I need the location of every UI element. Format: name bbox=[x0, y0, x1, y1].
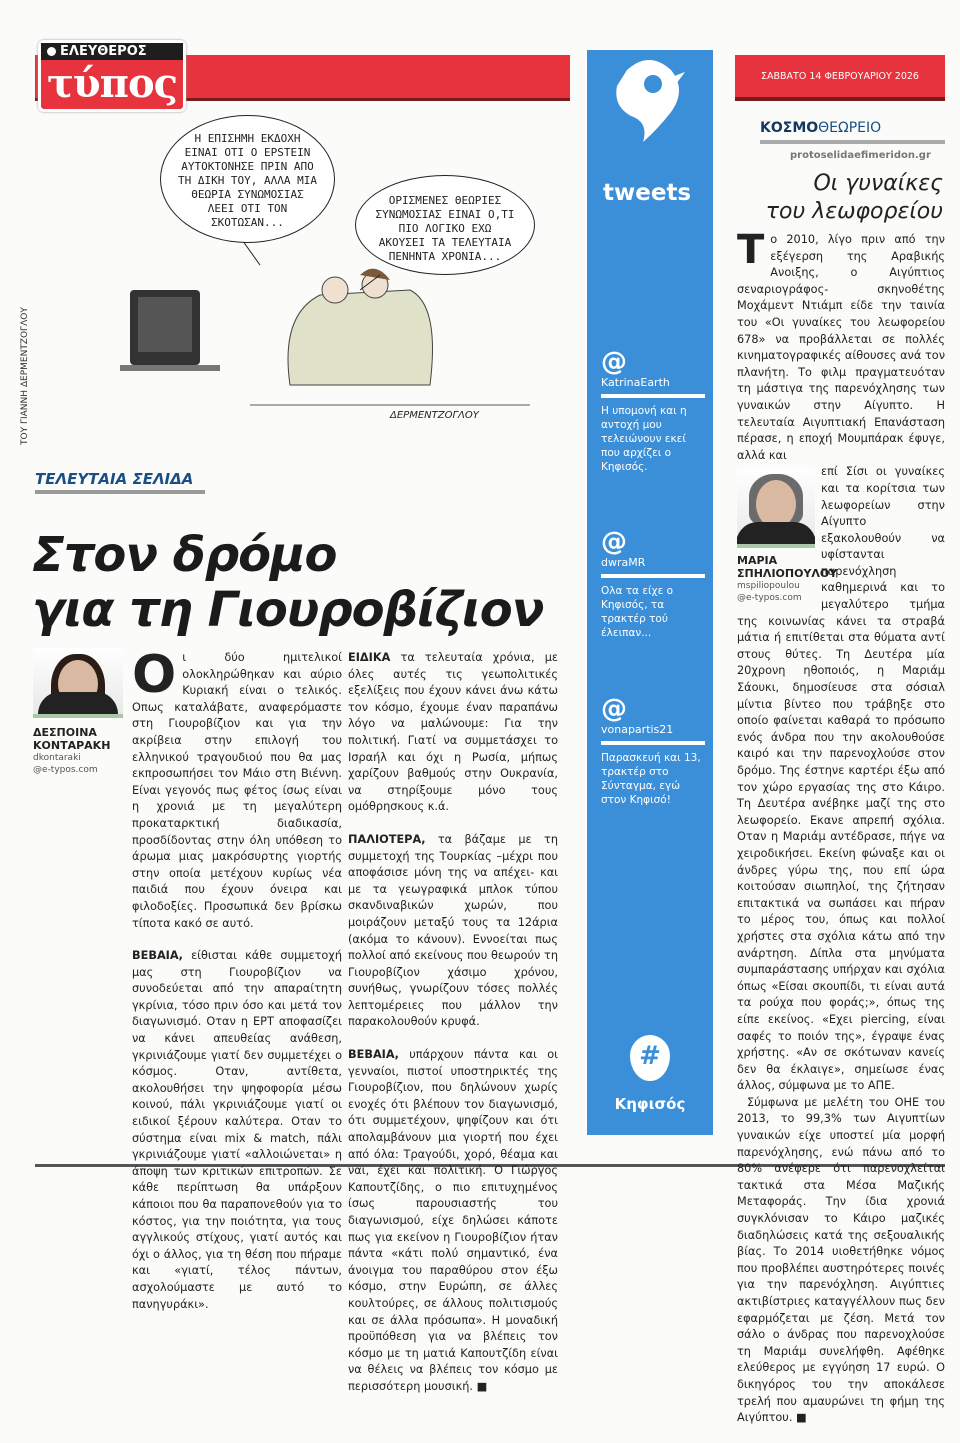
section-bold: ΚΟΣΜΟ bbox=[760, 120, 819, 136]
author-email: mspiliopoulou bbox=[737, 581, 800, 592]
speech-bubble-2: ΟΡΙΣΜΕΝΕΣ ΘΕΩΡΙΕΣ ΣΥΝΩΜΟΣΙΑΣ ΕΙΝΑΙ Ο,ΤΙ ΠΙΟ ΛΟΓΙΚΟ ΕΧΩ ΑΚΟΥΣΕΙ ΤΑ ΤΕΛΕΥΤΑΙΑ ΠΕΝΗΝΤΑ ΧΡΟΝΙΑ... bbox=[355, 175, 535, 275]
column-title bbox=[765, 170, 943, 226]
tweets-sidebar bbox=[587, 50, 713, 1135]
author-email-domain: @e-typos.com bbox=[737, 593, 802, 604]
article-column-1 bbox=[132, 645, 342, 1329]
tweet bbox=[601, 695, 705, 807]
paragraph: επί Σίσι οι γυναίκες και τα κορίτσια των λεωφορείων στην Αίγυπτο εξακολουθούν να υφίστανται παρενόχληση καθημερινά και το μεγαλύτερο τμήμα της κοινωνίας κάνει τα στραβά μάτια ή επιτίθεται στα θύματα αντί στους θύτες. bbox=[737, 465, 945, 661]
author-email: dkontaraki bbox=[33, 753, 81, 763]
column-body bbox=[737, 227, 945, 1443]
paragraph: τα τελευταία χρόνια, με όλες αυτές τις γεωπολιτικές εξελίξεις που έχουν κάνει άνω κάτω τον κόσμο, έχουμε έναν παραπάνω λόγο να μαλώνουμε: Για την πολιτική. Γιατί να συμμετάσχει το Ισραήλ και όχι η Ρωσία, μήπως χαρίζουν βαθμούς στην Ουκρανία, να στηρίξουμε μόνο τους ομόθρησκους κ.ά. bbox=[348, 651, 558, 814]
author-surname: ΣΠΗΛΙΟΠΟΥΛΟΥ bbox=[737, 567, 838, 581]
at-icon: @ bbox=[601, 527, 627, 557]
at-icon: @ bbox=[601, 694, 627, 724]
author-photo bbox=[33, 648, 123, 718]
section-kicker: ΤΕΛΕΥΤΑΙΑ ΣΕΛΙΔΑ bbox=[35, 470, 194, 488]
paragraph: τα βάζαμε με τη συμμετοχή της Τουρκίας –μέχρι που αποφάσισε μόνη της να απέχει- και με τα γεωγραφικά μπλοκ τύπου σκανδιναβικών χωρών, που μοιράζουν μεταξύ τους τα 12άρια (ακόμα το κάνουν). Εννοείται πως πολλοί από εκείνους που θεωρούν τη Γιουροβίζιον χάσιμο χρόνου, συνήθως, γνωρίζουν τόσες πολλές λεπτομέρειες που μάλλον την παρακολουθούν κρυφά. bbox=[348, 832, 558, 1029]
author-name: ΔΕΣΠΟΙΝΑ bbox=[33, 726, 97, 739]
tweet-text: Ολα τα είχε ο Κηφισός, τα τρακτέρ τού έλειπαν... bbox=[601, 585, 674, 639]
author-photo bbox=[737, 468, 815, 548]
drop-cap: Ο bbox=[132, 645, 177, 705]
tweet-text: Η υπομονή και η αντοχή μου τελειώνουν εκεί που αρχίζει ο Κηφισός. bbox=[601, 405, 687, 473]
paragraph: ι δύο ημιτελικοί ολοκληρώθηκαν και αύριο Κυριακή είναι ο τελικός. Οπως καταλάβατε, αναφερόμαστε στη Γιουροβίζιον και για την ακρίβεια στην επιλογή του ελληνικού τραγουδιού που θα μας εκπροσωπήσει τον Μάιο στη Βιέννη. Είναι γεγονός πως φέτος ίσως είναι η χρονιά με τη μεγαλύτερη προκαταρκτική διαδικασία, προσδίδοντας στην όλη υπόθεση το άρωμα μιας μακρόσυρτης γιορτής στην οποία μετέχουν κυρίως νέα παιδιά που έχουν όνειρα και φιλοδοξίες. Προσωπικά δεν βρίσκω τίποτα κακό σε αυτό. bbox=[132, 651, 342, 930]
divider bbox=[601, 741, 705, 745]
hashtag-icon: # bbox=[630, 1035, 670, 1081]
author-surname: ΚΟΝΤΑΡΑΚΗ bbox=[33, 739, 111, 752]
paragraph-lead: ΠΑΛΙΟΤΕΡΑ, bbox=[348, 832, 426, 846]
tweet bbox=[601, 348, 705, 474]
cartoon-signature: ΔΕΡΜΕΝΤΖΟΓΛΟΥ bbox=[390, 410, 479, 421]
tweet-text: Παρασκευή και 13, τρακτέρ στο Σύνταγμα, εγώ στον Κηφισό! bbox=[601, 752, 701, 806]
author-name: ΜΑΡΙΑ bbox=[737, 554, 778, 568]
column-section bbox=[760, 120, 881, 136]
paragraph-lead: ΕΙΔΙΚΑ bbox=[348, 651, 391, 664]
tweet bbox=[601, 528, 705, 640]
bird-icon bbox=[587, 50, 713, 190]
hashtag-label: Κηφισός bbox=[614, 1095, 686, 1113]
drop-cap: Τ bbox=[737, 227, 765, 273]
paragraph: είθισται κάθε συμμετοχή μας στη Γιουροβίζιον να συνοδεύεται από την απαραίτητη γκρίνια, τόσο πριν όσο και μετά τον διαγωνισμό. Οταν η ΕΡΤ αποφασίζει να κάνει απευθείας ανάθεση, γκρινιάζουμε γιατί δεν συμμετέχει ο κόσμος. Οταν, αντίθετα, ακολουθήσει την ψηφοφορία μέσω κοινού, πάλι γκρινιάζουμε γιατί οι ειδικοί ξέρουν καλύτερα. Οταν το σύστημα είναι mix & match, πάλι γκρινιάζουμε γιατί «αλλοιώνεται» η άποψη των κριτικών επιτροπών. Σε κάθε περίπτωση θα υπάρξουν κάποιοι που θα παραπονεθούν για το κόστος, για την ποιότητα, για τους αγγλικούς στίχους, γιατί αυτός και όχι ο άλλος, για τη θέση που πήραμε και «γιατί, τέλος πάντων, ασχολούμαστε με αυτό το πανηγυράκι». bbox=[132, 949, 342, 1311]
newspaper-logo bbox=[38, 40, 186, 112]
divider bbox=[601, 394, 705, 398]
tweet-handle: vonapartis21 bbox=[601, 723, 674, 736]
tweets-title: tweets bbox=[603, 180, 692, 206]
paragraph: υπάρχουν πάντα και οι γενναίοι, πιστοί υποστηρικτές της Γιουροβίζιον, που δηλώνουν χωρίς ενοχές ότι βλέπουν τον διαγωνισμό, ότι συμμετέχουν, ψηφίζουν και ότι απολαμβάνουν μια γιορτή που έχει από όλα: Τραγούδι, χορό, θέαμα και ναι, έχει και πολιτική. Ο Γιώργος Καπουτζίδης, ο πιο επιτυχημένος ίσως παρουσιαστής του διαγωνισμού, είχε δηλώσει κάποτε πως για εκείνον η Γιουροβίζιον ήταν πάντα «κάτι πολύ σημαντικό, ένα άνοιγμα του παραθύρου στον έξω κόσμο, στην Ευρώπη, σε άλλες κουλτούρες, σε άλλους πολιτισμούς και σε άλλα πρόσωπα». Η μοναδική προϋπόθεση για να βλέπεις τον κόσμο με τη ματιά Καπουτζίδη είναι να θέλεις να βλέπεις τον κόσμο με περισσότερη μουσική. ■ bbox=[348, 1048, 558, 1393]
headline-line-1: Στον δρόμο bbox=[32, 527, 337, 583]
column-title-line-1: Οι γυναίκες bbox=[813, 171, 943, 196]
cartoon bbox=[110, 115, 570, 435]
paragraph-lead: ΒΕΒΑΙΑ, bbox=[132, 949, 183, 963]
paragraph: Τη Δευτέρα μία 20χρονη ηθοποιός, η Μαριάμ Σάουκι, δημοσίευσε στα σόσιαλ μίντια βίντεο που τράβηξε στο οποίο φαίνεται καθαρά το πρόσωπο ενός άνδρα που την ακολουθούσε καιρό και την παρενοχλούσε στον δρόμο. Της έστηνε καρτέρι έξω από τον χώρο εργασίας της στο Κάιρο. Τη Δευτέρα ανέβηκε μαζί της στο λεωφορείο. Εκανε απρεπή σχόλια. Οταν η Μαριάμ αντέδρασε, πήγε να χειροδικήσει. Εκείνη φώναξε και οι άνδρες γύρω της, που επί ώρα κοιτούσαν σιωπηλοί, της ζήτησαν επιτακτικά να σωπάσει και πήραν το μέρος του, όπως και πολλοί χρήστες στα σχόλια κάτω από την ανάρτηση. Δίπλα στα μηνύματα συμπαράστασης υπήρχαν και σχόλια όπως «Είσαι σκουπίδι, τι είναι αυτά τα ρούχα που φοράς;», όπως της είπε εκείνος. «Εχει piercing, είναι σαφές το ποιόν της», έγραψε ένας χρήστης. «Αν σε σκότωναν κανείς δεν θα έκλαιγε», σημείωσε ένας άλλος, σύμφωνα με το ΑΠΕ. bbox=[737, 647, 945, 1093]
divider bbox=[601, 574, 705, 578]
headline bbox=[32, 528, 543, 638]
article-column-2 bbox=[348, 650, 558, 1412]
author-box bbox=[737, 468, 838, 604]
headline-line-2: για τη Γιουροβίζιον bbox=[32, 582, 544, 638]
paragraph-lead: ΒΕΒΑΙΑ, bbox=[348, 1048, 399, 1062]
author-email-domain: @e-typos.com bbox=[33, 765, 98, 775]
tweet-handle: KatrinaEarth bbox=[601, 376, 670, 389]
column-title-line-2: του λεωφορείου bbox=[765, 199, 943, 224]
paragraph: Σύμφωνα με μελέτη του ΟΗΕ του 2013, το 99,3% των Αιγυπτίων γυναικών είχε υποστεί μία μορφή παρενόχλησης, ενώ πάνω από το 80% ανέφερε ότι παρενοχλείται τακτικά στα Μέσα Μαζικής Μεταφοράς. Την ίδια χρονιά συγκλόνισαν το Κάιρο μαζικές διαδηλώσεις κατά της σεξουαλικής βίας. Το 2014 υιοθετήθηκε νόμος που προβλέπει αυστηρότερες ποινές για την παρενόχληση. Αιγύπτιες ακτιβίστριες καταγγέλλουν πως δεν εφαρμόζεται με ζέση. Μετά τον σάλο ο άνδρας που παρενοχλούσε τη Μαριάμ συνελήφθη. Αφέθηκε ελεύθερος με εγγύηση 17 ευρώ. Ο δικηγόρος του την αποκάλεσε τρελή που αμαυρώνει τη φήμη της Αιγύπτου. ■ bbox=[737, 1095, 945, 1425]
divider bbox=[35, 490, 205, 494]
author-box bbox=[33, 648, 123, 776]
watermark: protoselidaefimeridon.gr bbox=[790, 150, 931, 161]
cartoon-credit: ΤΟΥ ΓΙΑΝΝΗ ΔΕΡΜΕΝΤΖΟΓΛΟΥ bbox=[20, 307, 30, 445]
logo-kicker: ΕΛΕΥΘΕΡΟΣ bbox=[60, 44, 147, 59]
speech-bubble-1: Η ΕΠΙΣΗΜΗ ΕΚΔΟΧΗ ΕΙΝΑΙ ΟΤΙ Ο EPSTEIN ΑΥΤΟΚΤΟΝΗΣΕ ΠΡΙΝ ΑΠΟ ΤΗ ΔΙΚΗ ΤΟΥ, ΑΛΛΑ ΜΙΑ ΘΕΩΡΙΑ ΣΥΝΩΜΟΣΙΑΣ ΛΕΕΙ ΟΤΙ ΤΟΝ ΣΚΟΤΩΣΑΝ... bbox=[160, 115, 335, 243]
paragraph: ο 2010, λίγο πριν από την εξέγερση της Αραβικής Ανοιξης, ο Αιγύπτιος σεναριογράφος- σκηνοθέτης Μοχάμεντ Ντιάμπ είδε την ταινία του «Οι γυναίκες του λεωφορείου 678» να προβάλλεται σε πολλές κινηματογραφικές αίθουσες ανά τον πλανήτη. Το φιλμ πραγματευόταν τη μάστιγα της παρενόχλησης των γυναικών στην Αίγυπτο. Η τελευταία Αιγυπτιακή Επανάσταση πέρασε, η εποχή Μουμπάρακ έφυγε, αλλά και bbox=[737, 233, 945, 462]
issue-date: ΣΑΒΒΑΤΟ 14 ΦΕΒΡΟΥΑΡΙΟΥ 2026 bbox=[735, 55, 945, 101]
divider bbox=[760, 140, 945, 144]
at-icon: @ bbox=[601, 347, 627, 377]
tweet-handle: dwraMR bbox=[601, 556, 646, 569]
section-rest: ΘΕΩΡΕΙΟ bbox=[818, 120, 882, 136]
dot-icon bbox=[47, 47, 56, 56]
logo-name: τύπος bbox=[47, 60, 177, 107]
